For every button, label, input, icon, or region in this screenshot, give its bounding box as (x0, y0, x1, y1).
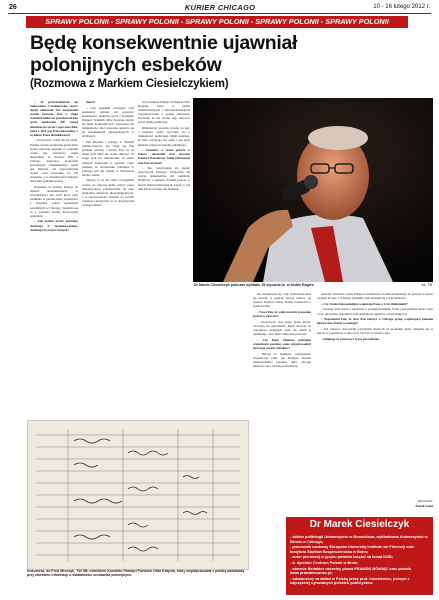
paragraph: – Już wkrótce. Zapraszam wszystkich chętnych na spotkanie, które odbędzie się w marcu w Copernicus Center przy 5216 W. Lawrence Ave. (317, 327, 433, 336)
article-column-4 (253, 292, 311, 514)
paragraph: – Czy środowiska polonijne wspierają Pana w tych działaniach? (321, 301, 408, 306)
photo-caption (194, 283, 432, 288)
paragraph: – Wspomniał Pan, że chce Pan założyć w Chicago grupę wspierającą badania historyczne. Kiedy to nastąpi? (317, 317, 433, 326)
paragraph: możemy budować wolną Polskę na kłamstwie. Jestem przekonany, że prawda w końcu wyjdzie na jaw, a ci którzy zdradzili, będą musieli się z tym zmierzyć. (317, 292, 433, 301)
paragraph: – Oczywiście, wiele mi się udało. Polskie zasady przejrzane przez mnie teczki esbeckie ukazane w ostatnim czasie bez zwłaszcza wielu materiałów ze zbiorów IPN z Chicago dotyczące środowisk polonijnych. Dokumentacja nadal jest mizerna, ale wprowadzenie wokół osób pozwoliło na ich ustalenie, a w konsekwencji niektóre nazwiska opublikowałem. (30, 138, 78, 184)
paragraph: nie zastanowili się. Gdy tymczasem ktoś się ujawni, w gruncie rzeczy kończy się sprawa. Dopiero wtedy można rozmawiać o przebaczeniu. (253, 292, 311, 309)
bio-line: - pracownik naukowy European University Institute we Florencji oraz Instytutu Studiów Bezpieczeństwa w Bonn; (290, 545, 415, 554)
paragraph: – Dostaję wiele listów i telefonów z podziękowaniami. Wiele osób pamięta tamte czasy i wie, jak bardzo szkodliwa była działalność agentury wśród emigracji. (317, 307, 433, 316)
bio-heading: Dr Marek Ciesielczyk (286, 517, 433, 533)
bio-line: - b. dyrektor Centrum Polonii w Brnie; (290, 560, 359, 565)
paragraph: – Oczywiście. Jest wielu ludzi, którzy obawiają się ujawnienia. Mam dowody na współpracę kolejnych osób, ale zanim je opublikuję, chcę mieć całkowitą pewność. (253, 319, 311, 337)
article-column-3 (138, 100, 190, 418)
headline: Będę konsekwentnie ujawniał polonijnych esbeków (30, 32, 298, 76)
bio-line: - odznaczony za wkład w Polskę przez prof. Łaszkiewicz, jednym z najczęściej cytowanych polskich publicystów. (290, 576, 410, 586)
bio-line: - obecnie Redaktor naczelny pisma PRAWDĘ MÓWIĄC oraz portalu www.prawdemowiac.pl; (290, 566, 412, 576)
paragraph: – Nowi Pan, że wiele nazwisk pozostało jeszcze w ukryciu? (253, 309, 311, 319)
paragraph: Kilkanaście nazwisk wyszło na jaw, a niektóre osoby wycofały się z działalności publicznej. Mam nadzieję, że inne przyznają się same i nie będą musiały czekać na kolejne publikacje. (138, 126, 190, 147)
issue-date: 10 - 16 lutego 2012 r. (373, 4, 430, 10)
subheadline: (Rozmowa z Markiem Ciesielczykiem) (30, 78, 229, 90)
paragraph: – Gdy opisałem szczegóły tych kontaktów zaczęły się pojawiać komentarze: niektóre osoby z Komitetu Pamięci Polskich Ofiar Katynia starały się mnie dyskredytować. Zarzucano mi manipulację, choć wszystko opierało się na dokumentach zgromadzonych w archiwach. (82, 105, 134, 139)
document-photo (27, 420, 249, 570)
bio-line: - autor pierwszej w języku polskim książki na temat KGB; (290, 555, 393, 560)
byline-label: Rozmawiał: (417, 499, 433, 503)
photo-credit: fot. TB (421, 283, 432, 287)
speaker-illustration (193, 98, 433, 282)
paragraph: Pan mieszka i pracuje w Stanach Zjednoczonych, ale czuje się Pan polskim patriotą i uważa Pan, że na temat tych ludzi nie wolno milczeć. W ciągu tych lat wielokrotnie do wielu różnych środowisk w sprawie czasu pisałem, że środowisko polonijne w Chicago jest dla władzy w Warszawie bardzo ważne. (82, 140, 134, 177)
masthead: KURIER CHICAGO (184, 3, 256, 12)
paragraph: – Ostatnio, w czasie pobytu w Polsce, odwiedził Pan Instytut Pamięci Narodowej. Jakie informacje tam Pan uzyskał? (138, 148, 190, 165)
paragraph: – Dziękuję za rozmowę i życzę powodzenia. (321, 336, 380, 341)
section-banner: SPRAWY POLONII - SPRAWY POLONII - SPRAWY POLONII - SPRAWY POLONII - SPRAWY POLONII (26, 16, 408, 28)
article-column-2 (82, 100, 134, 418)
paragraph: czy Komitetu Pamięci Polskich Ofiar Katynia, które w latach osiemdziesiątych i dziewięćdziesiątych współpracowało z polską ambasadą. Uważam, że nie wolno tego ukrywać przed opinią publiczną. (138, 100, 190, 125)
bio-box (286, 533, 433, 595)
bio-line: - doktor politologii Uniwersytetu w Monachium, wykładowca Uniwersytetu w Illinois w Chicago; (290, 535, 428, 544)
document-caption: Dokument, do Piotr Mroczyk, TW SB, członkiem Komitetu Pamięci Polskich Ofiar Katynia, który współpracował z polską ambasadą przy zbieraniu informacji o działalności środowisk polonijnych. (27, 569, 245, 578)
speaker-photo (193, 98, 433, 282)
photo-caption-text: Dr Marek Ciesielczyk podczas wykładu 29 stycznia br. w klubie Eagles (194, 283, 314, 287)
paragraph: Sprawy te są dla mnie szczególnie ważne, bo dotyczą ludzi, którzy przez dziesięciolecia przedstawiali się jako niezłomni działacze niepodległościowi, a w rzeczywistości donosili na swoich rodaków i przyjaciół, za co otrzymywali wynagrodzenie. (82, 178, 134, 208)
paragraph: Nazwiska te budziły emocje na łamach dziennikarskich, w szczególności dla osób które były uwikłane w peerelowską współpracę z bezpieką wokół organizacji polonijnych w Chicago. Spotkało się to z wieloma bardzo nerwowymi reakcjami. (30, 185, 78, 218)
paragraph: – Tak, przyjrzałem się aktom dotyczącym Chicago. Zachowało się więcej dokumentów niż sądziłem. Niektórzy z agentów działali jeszcze w latach dziewięćdziesiątych, kiedy to już nikt ich do niczego nie zmuszał. (138, 166, 190, 191)
paragraph: – W przeciwieństwie do Stanowiska Czuchnowska, który dotąd odmawiał bez nawiązania swoich nazwisk, Pan w ciągu ostatnich kilku lat przedstawił Pan spore konkretne lub raczej dotarłem do sprawy tego nazwiska, które z nich jest Pan zadowolony z wyników Pana dociekliwości? (30, 100, 78, 137)
article-column-5 (317, 292, 433, 497)
article-column-1 (30, 100, 78, 418)
byline-name: Marek Sobol (415, 504, 433, 508)
paragraph: – Jak można uczcić kontakty Andrzeja T. Jarmakowskiego, Andrzeja Styczyna i innych? (30, 219, 78, 232)
paragraph: dzieci? (86, 100, 96, 104)
paragraph: – Czy Pana zdaniem polonijne organizacje powinny same przeprowadzić lustrację swoich członków? (253, 337, 311, 350)
header-rule (8, 13, 431, 14)
paragraph: – Byłoby to najlepsze rozwiązanie. Organizacje takie jak Kongres Polonii Amerykańskiej powinny mieć odwagę zmierzyć się z własną przeszłością. (253, 351, 311, 368)
page-number: 26 (9, 4, 17, 11)
document-illustration (28, 421, 248, 569)
